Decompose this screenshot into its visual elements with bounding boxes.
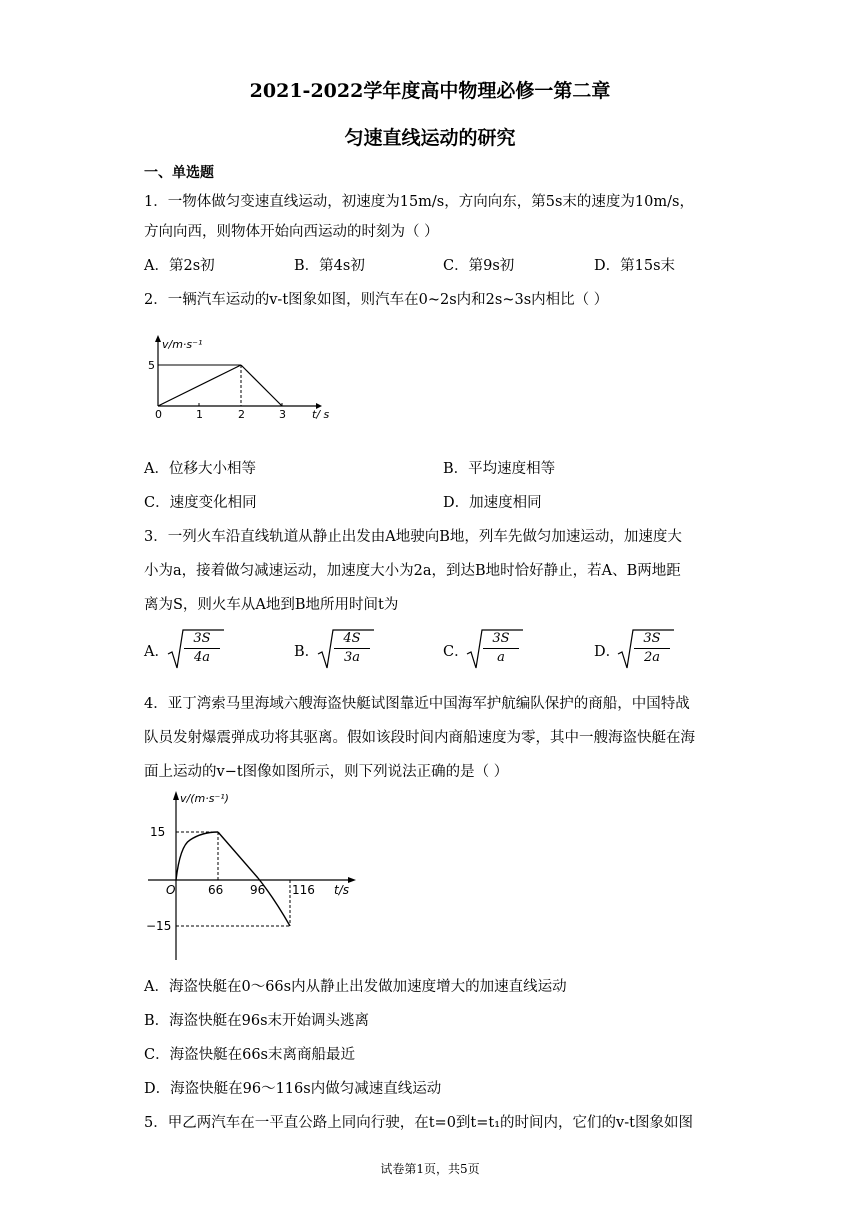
q4-option-c: C．海盗快艇在66s末离商船最近 <box>144 1047 355 1063</box>
q3-option-b-num: 4S <box>334 630 370 649</box>
q1-line1: 1．一物体做匀变速直线运动，初速度为15m/s，方向向东，第5s末的速度为10m/s， <box>144 194 694 210</box>
q2-graph-x-tick-0: 0 <box>155 408 162 420</box>
q3-option-a-label: A． <box>144 644 169 660</box>
q1-option-a: A．第2s初 <box>144 258 215 274</box>
q4-line3: 面上运动的v−t图像如图所示，则下列说法正确的是（ ） <box>144 764 509 780</box>
q4-graph-x-tick-116: 116 <box>292 883 315 897</box>
q3-option-c-num: 3S <box>483 630 519 649</box>
q2-graph-x-tick-3: 3 <box>279 408 286 420</box>
q4-line1: 4．亚丁湾索马里海域六艘海盗快艇试图靠近中国海军护航编队保护的商船，中国特战 <box>144 696 690 712</box>
q5-line1: 5．甲乙两汽车在一平直公路上同向行驶，在t=0到t=t₁的时间内，它们的v-t图象如图 <box>144 1115 693 1131</box>
q3-option-b-label: B． <box>294 644 320 660</box>
q3-option-a <box>144 628 224 672</box>
q4-graph-y-tick-neg15: −15 <box>146 919 172 933</box>
q2-option-c: C．速度变化相同 <box>144 495 257 511</box>
page-footer: 试卷第1页，共5页 <box>380 1162 480 1176</box>
q4-option-d: D．海盗快艇在96～116s内做匀减速直线运动 <box>144 1081 442 1097</box>
q3-option-c <box>443 628 523 672</box>
doc-title-line2: 匀速直线运动的研究 <box>344 127 516 149</box>
q1-option-b: B．第4s初 <box>294 258 365 274</box>
q3-option-b-den: 3a <box>343 650 361 665</box>
q4-option-b: B．海盗快艇在96s末开始调头逃离 <box>144 1013 370 1029</box>
q3-option-d-label: D． <box>594 644 621 660</box>
q3-line1: 3．一列火车沿直线轨道从静止出发由A地驶向B地，列车先做匀加速运动，加速度大 <box>144 529 682 545</box>
q3-line2: 小为a，接着做匀减速运动，加速度大小为2a，到达B地时恰好静止，若A、B两地距 <box>144 563 681 579</box>
q2-graph-y-label: v/m·s⁻¹ <box>162 338 203 351</box>
q4-option-a: A．海盗快艇在0～66s内从静止出发做加速度增大的加速直线运动 <box>144 979 567 995</box>
q2-option-a: A．位移大小相等 <box>144 461 256 477</box>
q3-line3: 离为S，则火车从A地到B地所用时间t为 <box>144 597 399 613</box>
q4-graph-origin: O <box>166 883 176 897</box>
q2-graph-x-tick-1: 1 <box>196 408 203 420</box>
q3-option-a-den: 4a <box>193 650 211 665</box>
q1-option-d: D．第15s末 <box>594 258 676 274</box>
q4-line2: 队员发射爆震弹成功将其驱离。假如该段时间内商船速度为零，其中一艘海盗快艇在海 <box>144 730 695 746</box>
q2-option-b: B．平均速度相等 <box>443 461 556 477</box>
q2-option-d: D．加速度相同 <box>443 495 542 511</box>
q3-option-c-den: a <box>497 650 505 665</box>
q1-option-c: C．第9s初 <box>443 258 515 274</box>
q4-graph-y-label: v/(m·s⁻¹) <box>180 792 229 805</box>
q3-option-d <box>594 628 674 672</box>
q3-option-c-label: C． <box>443 644 469 660</box>
doc-title-line1: 2021-2022学年度高中物理必修一第二章 <box>249 80 611 102</box>
q2-graph-x-tick-2: 2 <box>238 408 245 420</box>
q4-graph-x-label: t/s <box>334 883 349 897</box>
q3-option-d-num: 3S <box>634 630 670 649</box>
q1-line2: 方向向西，则物体开始向西运动的时刻为（ ） <box>144 224 439 240</box>
q3-option-d-den: 2a <box>643 650 661 665</box>
q4-graph-y-tick-15: 15 <box>150 825 166 839</box>
q4-vt-graph <box>140 786 370 966</box>
q2-vt-graph <box>140 330 340 420</box>
q4-graph-x-tick-66: 66 <box>208 883 224 897</box>
q3-option-b <box>294 628 374 672</box>
q2-graph-y-tick: 5 <box>148 359 155 372</box>
q2-line1: 2．一辆汽车运动的v-t图象如图，则汽车在0~2s内和2s~3s内相比（ ） <box>144 292 609 308</box>
q2-graph-x-label: t/ s <box>312 408 330 420</box>
section-heading: 一、单选题 <box>144 165 214 181</box>
q4-graph-x-tick-96: 96 <box>250 883 266 897</box>
q3-option-a-num: 3S <box>184 630 220 649</box>
